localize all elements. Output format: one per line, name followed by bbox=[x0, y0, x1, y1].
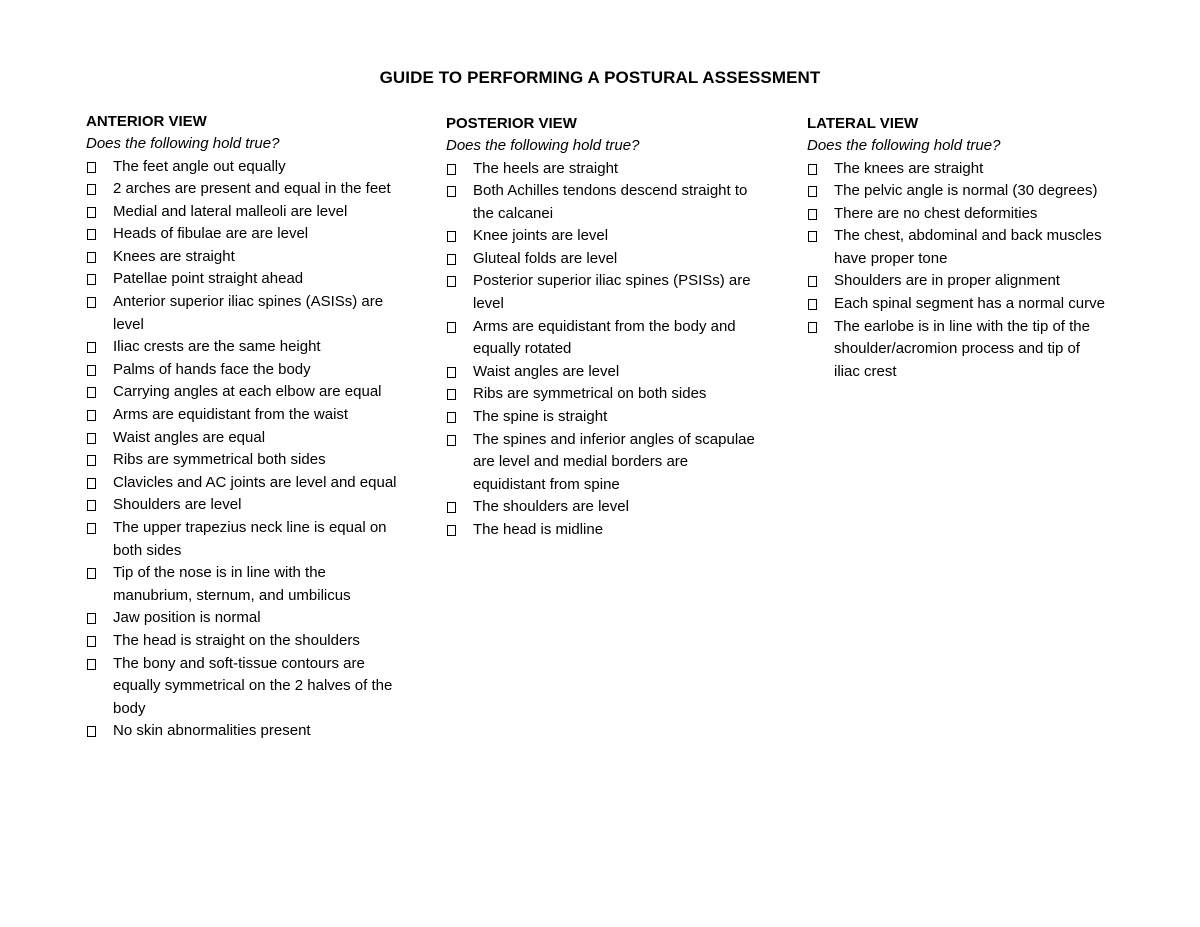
empty-checkbox-icon[interactable] bbox=[87, 274, 96, 285]
checklist-item-label: Shoulders are level bbox=[113, 496, 242, 514]
checklist-item bbox=[86, 246, 398, 269]
lateral-checklist bbox=[807, 158, 1127, 384]
posterior-checklist bbox=[446, 158, 766, 542]
checklist-item-label: Arms are equidistant from the waist bbox=[113, 406, 349, 424]
empty-checkbox-icon[interactable] bbox=[447, 322, 456, 333]
checklist-item bbox=[446, 225, 763, 248]
section-heading: POSTERIOR VIEW bbox=[446, 115, 577, 132]
empty-checkbox-icon[interactable] bbox=[87, 568, 96, 579]
checklist-item-label: The heels are straight bbox=[473, 159, 619, 177]
checklist-item-label: The head is straight on the shoulders bbox=[113, 631, 360, 649]
empty-checkbox-icon[interactable] bbox=[447, 502, 456, 513]
checklist-item-label: Palms of hands face the body bbox=[113, 360, 311, 378]
checklist-item bbox=[86, 427, 398, 450]
empty-checkbox-icon[interactable] bbox=[87, 252, 96, 263]
checklist-item-label: Ribs are symmetrical on both sides bbox=[473, 385, 707, 403]
empty-checkbox-icon[interactable] bbox=[87, 162, 96, 173]
checklist-item-label: The head is midline bbox=[473, 521, 604, 538]
empty-checkbox-icon[interactable] bbox=[808, 299, 817, 310]
empty-checkbox-icon[interactable] bbox=[808, 322, 817, 333]
checklist-item-label: Ribs are symmetrical both sides bbox=[113, 451, 326, 469]
empty-checkbox-icon[interactable] bbox=[447, 367, 456, 378]
checklist-item bbox=[446, 361, 763, 384]
checklist-item bbox=[86, 201, 398, 224]
checklist-item bbox=[807, 158, 1109, 181]
empty-checkbox-icon[interactable] bbox=[87, 455, 96, 466]
empty-checkbox-icon[interactable] bbox=[447, 164, 456, 175]
checklist-item bbox=[86, 517, 398, 562]
empty-checkbox-icon[interactable] bbox=[87, 433, 96, 444]
empty-checkbox-icon[interactable] bbox=[87, 410, 96, 421]
checklist-item-label: The bony and soft-tissue contours are equally symmetrical on the 2 halves of the body bbox=[113, 654, 393, 717]
checklist-item-label: Heads of fibulae are are level bbox=[113, 225, 309, 243]
checklist-item-label: Knees are straight bbox=[113, 247, 235, 265]
checklist-item bbox=[86, 720, 398, 743]
checklist-item-label: Patellae point straight ahead bbox=[113, 270, 304, 288]
empty-checkbox-icon[interactable] bbox=[87, 478, 96, 489]
checklist-item-label: Each spinal segment has a normal curve bbox=[834, 295, 1105, 313]
checklist-item-label: No skin abnormalities present bbox=[113, 722, 311, 740]
checklist-item bbox=[86, 268, 398, 291]
checklist-item bbox=[807, 225, 1109, 270]
checklist-item bbox=[86, 336, 398, 359]
empty-checkbox-icon[interactable] bbox=[87, 207, 96, 218]
empty-checkbox-icon[interactable] bbox=[87, 365, 96, 376]
checklist-item bbox=[807, 203, 1109, 226]
checklist-item bbox=[446, 270, 763, 315]
checklist-item bbox=[446, 429, 763, 497]
checklist-item-label: The chest, abdominal and back muscles have proper tone bbox=[834, 227, 1102, 267]
checklist-item bbox=[86, 291, 398, 336]
empty-checkbox-icon[interactable] bbox=[87, 523, 96, 534]
empty-checkbox-icon[interactable] bbox=[447, 435, 456, 446]
checklist-item-label: Carrying angles at each elbow are equal bbox=[113, 383, 382, 401]
checklist-item bbox=[86, 404, 398, 427]
empty-checkbox-icon[interactable] bbox=[87, 297, 96, 308]
checklist-item bbox=[446, 406, 763, 429]
empty-checkbox-icon[interactable] bbox=[87, 636, 96, 647]
empty-checkbox-icon[interactable] bbox=[447, 254, 456, 265]
checklist-item-label: Posterior superior iliac spines (PSISs) are level bbox=[473, 272, 751, 313]
section-heading: LATERAL VIEW bbox=[807, 115, 919, 132]
checklist-item bbox=[446, 519, 763, 542]
checklist-item-label: Arms are equidistant from the body and equally rotated bbox=[473, 317, 736, 358]
checklist-item-label: Clavicles and AC joints are level and equal bbox=[113, 473, 397, 491]
checklist-item-label: Medial and lateral malleoli are level bbox=[113, 202, 348, 220]
checklist-item bbox=[86, 449, 398, 472]
checklist-item-label: Knee joints are level bbox=[473, 227, 609, 245]
checklist-item bbox=[446, 248, 763, 271]
checklist-item-label: Waist angles are equal bbox=[113, 428, 266, 446]
section-prompt: Does the following hold true? bbox=[86, 135, 280, 152]
posterior-view-section bbox=[446, 113, 766, 542]
empty-checkbox-icon[interactable] bbox=[447, 186, 456, 197]
checklist-item bbox=[86, 178, 398, 201]
section-prompt: Does the following hold true? bbox=[446, 137, 640, 154]
checklist-item-label: Both Achilles tendons descend straight to the calcanei bbox=[473, 182, 748, 222]
checklist-item bbox=[86, 381, 398, 404]
checklist-item bbox=[86, 653, 398, 721]
checklist-item bbox=[446, 180, 763, 225]
checklist-item-label: Iliac crests are the same height bbox=[113, 338, 321, 356]
checklist-item bbox=[446, 158, 763, 181]
anterior-checklist bbox=[86, 156, 406, 743]
checklist-item bbox=[807, 180, 1109, 203]
empty-checkbox-icon[interactable] bbox=[87, 500, 96, 511]
empty-checkbox-icon[interactable] bbox=[447, 412, 456, 423]
empty-checkbox-icon[interactable] bbox=[447, 231, 456, 242]
checklist-item-label: The shoulders are level bbox=[473, 498, 629, 516]
checklist-item-label: The spine is straight bbox=[473, 408, 608, 426]
empty-checkbox-icon[interactable] bbox=[87, 659, 96, 670]
empty-checkbox-icon[interactable] bbox=[87, 229, 96, 240]
checklist-item-label: 2 arches are present and equal in the feet bbox=[113, 180, 391, 198]
checklist-item-label: Shoulders are in proper alignment bbox=[834, 272, 1060, 290]
checklist-item bbox=[86, 359, 398, 382]
empty-checkbox-icon[interactable] bbox=[87, 387, 96, 398]
empty-checkbox-icon[interactable] bbox=[447, 276, 456, 287]
checklist-item bbox=[446, 496, 763, 519]
lateral-view-section bbox=[807, 113, 1127, 383]
checklist-item bbox=[446, 316, 763, 361]
empty-checkbox-icon[interactable] bbox=[87, 342, 96, 353]
checklist-item bbox=[86, 472, 398, 495]
checklist-item bbox=[807, 270, 1109, 293]
empty-checkbox-icon[interactable] bbox=[447, 525, 456, 536]
checklist-item-label: Tip of the nose is in line with the manubrium, sternum, and umbilicus bbox=[113, 564, 351, 604]
checklist-item-label: The knees are straight bbox=[834, 159, 984, 177]
anterior-view-section bbox=[86, 111, 406, 743]
checklist-item bbox=[86, 562, 398, 607]
empty-checkbox-icon[interactable] bbox=[808, 231, 817, 242]
checklist-item bbox=[86, 630, 398, 653]
page-title: GUIDE TO PERFORMING A POSTURAL ASSESSMENT bbox=[379, 68, 821, 87]
checklist-item bbox=[86, 223, 398, 246]
empty-checkbox-icon[interactable] bbox=[808, 186, 817, 197]
checklist-item-label: Jaw position is normal bbox=[113, 609, 261, 627]
empty-checkbox-icon[interactable] bbox=[87, 184, 96, 195]
checklist-item-label: Gluteal folds are level bbox=[473, 249, 618, 267]
checklist-item bbox=[446, 383, 763, 406]
empty-checkbox-icon[interactable] bbox=[87, 726, 96, 737]
checklist-item bbox=[807, 316, 1109, 384]
checklist-item-label: The pelvic angle is normal (30 degrees) bbox=[834, 182, 1098, 200]
checklist-item bbox=[86, 607, 398, 630]
checklist-item bbox=[807, 293, 1109, 316]
checklist-item bbox=[86, 494, 398, 517]
empty-checkbox-icon[interactable] bbox=[447, 389, 456, 400]
section-heading: ANTERIOR VIEW bbox=[86, 113, 207, 130]
checklist-item-label: The feet angle out equally bbox=[113, 157, 286, 175]
checklist-item-label: The upper trapezius neck line is equal on both sides bbox=[113, 519, 387, 559]
checklist-item-label: Anterior superior iliac spines (ASISs) are level bbox=[113, 293, 384, 333]
checklist-item-label: The earlobe is in line with the tip of the shoulder/acromion process and tip of iliac crest bbox=[834, 317, 1090, 380]
checklist-item-label: Waist angles are level bbox=[473, 362, 620, 380]
checklist-item-label: There are no chest deformities bbox=[834, 204, 1038, 222]
section-prompt: Does the following hold true? bbox=[807, 137, 1001, 154]
checklist-item-label: The spines and inferior angles of scapulae are level and medial borders are equidistant from spine bbox=[473, 430, 755, 493]
empty-checkbox-icon[interactable] bbox=[808, 276, 817, 287]
empty-checkbox-icon[interactable] bbox=[87, 613, 96, 624]
empty-checkbox-icon[interactable] bbox=[808, 209, 817, 220]
checklist-item bbox=[86, 156, 398, 179]
empty-checkbox-icon[interactable] bbox=[808, 164, 817, 175]
